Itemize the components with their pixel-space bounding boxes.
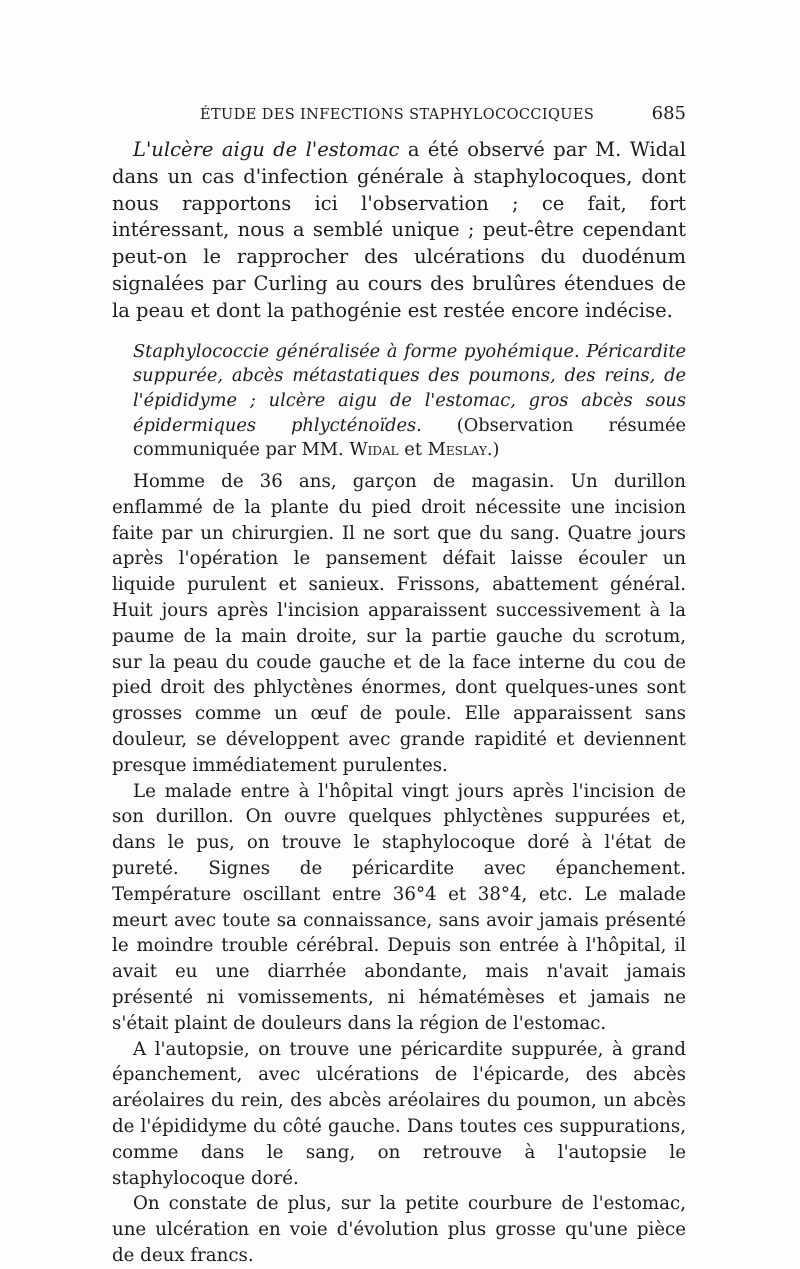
paragraph-ulcer-intro xyxy=(112,137,686,325)
paragraph-text: a été observé par M. Widal dans un cas d'infection générale à staphylocoques, dont nous rapportons ici l'observation ; ce fait, fort intéressant, nous a semblé unique ; peut-être cependant peut-on le rapprocher des ulcérations du duodénum signalées par Curling au cours des brulûres étendues de la peau et dont la pathogénie est restée encore indécise. xyxy=(112,138,686,322)
page-number: 685 xyxy=(651,103,686,124)
body-text xyxy=(112,137,686,1269)
case-title-roman-middle: et xyxy=(398,439,428,461)
paragraph-stomach-ulcer: On constate de plus, sur la petite courbure de l'estomac, une ulcération en voie d'évolution plus grosse qu'une pièce de deux francs. xyxy=(112,1193,686,1266)
case-title-roman-after: .) xyxy=(486,439,500,461)
running-title: ÉTUDE DES INFECTIONS STAPHYLOCOCCIQUES xyxy=(200,107,595,123)
page-header xyxy=(112,103,686,127)
paragraph-case-history: Homme de 36 ans, garçon de magasin. Un durillon enflammé de la plante du pied droit nécessite une incision faite par un chirurgien. Il ne sort que du sang. Quatre jours après l'opération le pansement défait laisse écouler un liquide purulent et sanieux. Frissons, abattement général. Huit jours après l'incision apparaissent successivement à la paume de la main droite, sur la partie gauche du scrotum, sur la peau du coude gauche et de la face interne du cou de pied droit des phlyctènes énormes, dont quelques-unes sont grosses comme un œuf de poule. Elle apparaissent sans douleur, se développent avec grande rapidité et deviennent presque immédiatement purulentes. xyxy=(112,471,686,776)
case-title-roman-before: (Observation résumée communiquée par MM. xyxy=(133,414,686,461)
case-title-italic: Staphylococcie généralisée à forme pyohémique. Péricardite suppurée, abcès métastatiques des poumons, des reins, de l'épididyme ; ulcère aigu de l'estomac, gros abcès sous épidermiques phlycténoïdes. xyxy=(133,340,686,436)
author-widal: Widal xyxy=(349,439,399,461)
case-title xyxy=(112,340,686,464)
paragraph-lead-italic: L'ulcère aigu de l'estomac xyxy=(133,138,400,161)
paragraph-autopsy: A l'autopsie, on trouve une péricardite suppurée, à grand épanchement, avec ulcérations de l'épicarde, des abcès aréolaires du rein, des abcès aréolaires du poumon, un abcès de l'épididyme du côté gauche. Dans toutes ces suppurations, comme dans le sang, on retrouve à l'autopsie le staphylocoque doré. xyxy=(112,1038,686,1189)
author-meslay: Meslay xyxy=(427,439,487,461)
paragraph-hospital-course: Le malade entre à l'hôpital vingt jours après l'incision de son durillon. On ouvre quelques phlyctènes suppurées et, dans le pus, on trouve le staphylocoque doré à l'état de pureté. Signes de péricardite avec épanchement. Température oscillant entre 36°4 et 38°4, etc. Le malade meurt avec toute sa connaissance, sans avoir jamais présenté le moindre trouble cérébral. Depuis son entrée à l'hôpital, il avait eu une diarrhée abondante, mais n'avait jamais présenté ni vomissements, ni hématémèses et jamais ne s'était plaint de douleurs dans la région de l'estomac. xyxy=(112,780,686,1034)
